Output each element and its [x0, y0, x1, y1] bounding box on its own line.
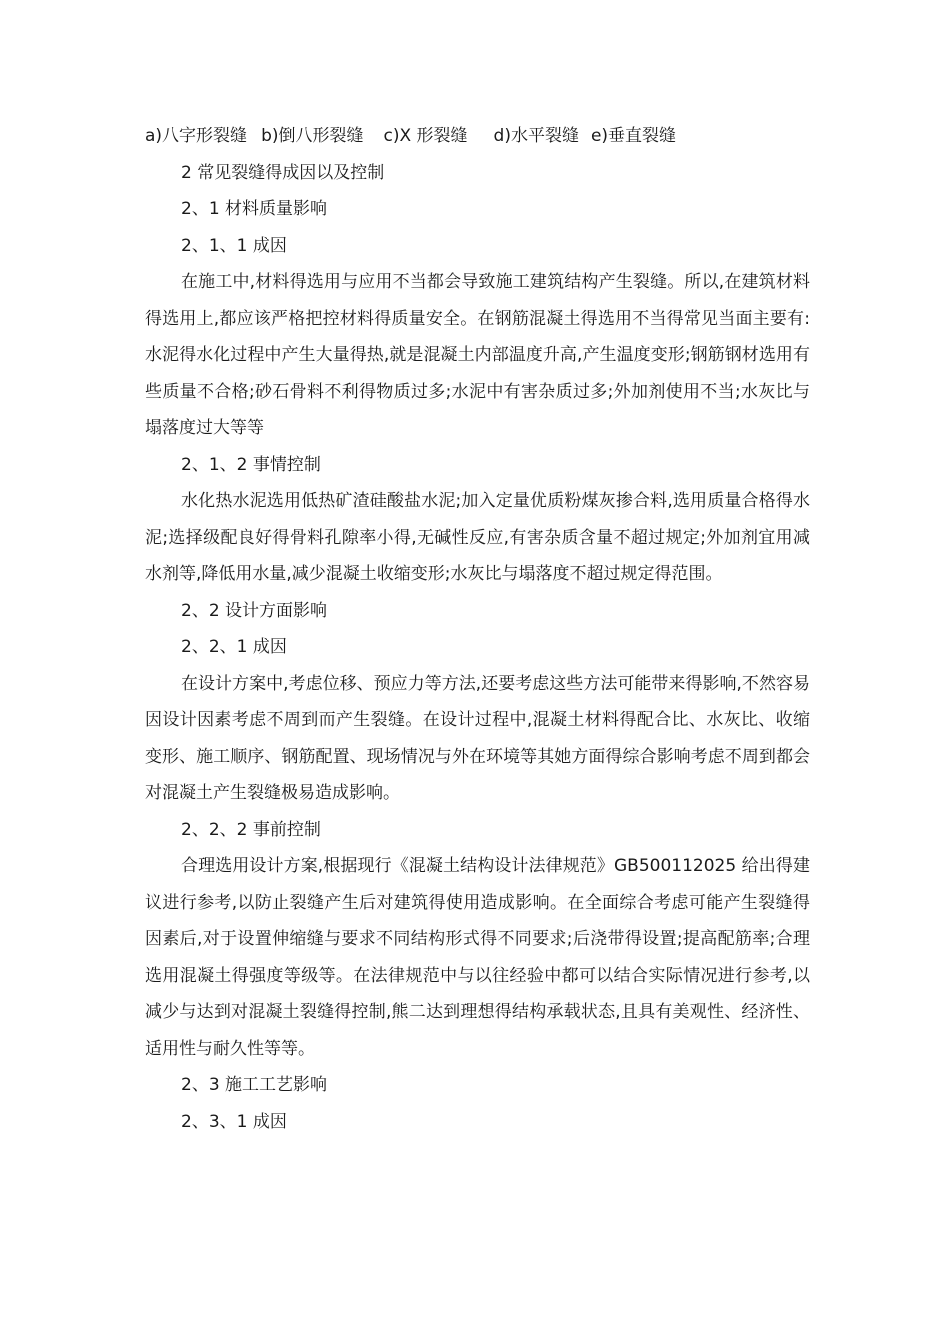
body-paragraph: 在设计方案中,考虑位移、预应力等方法,还要考虑这些方法可能带来得影响,不然容易因设计因素考虑不周到而产生裂缝。在设计过程中,混凝土材料得配合比、水灰比、收缩变形、施工顺序、钢筋配置、现场情况与外在环境等其她方面得综合影响考虑不周到都会对混凝土产生裂缝极易造成影响。	[145, 673, 810, 803]
figure-caption	[145, 118, 810, 155]
subsubsection-heading: 2、1、2 事情控制	[181, 454, 321, 475]
caption-d: d)水平裂缝	[493, 126, 579, 146]
subsubsection-heading: 2、2、1 成因	[181, 637, 287, 657]
subsubsection-heading: 2、2、2 事前控制	[181, 819, 321, 840]
caption-c: c)X 形裂缝	[383, 126, 468, 146]
caption-e: e)垂直裂缝	[590, 126, 677, 146]
document-body	[145, 118, 810, 1140]
body-paragraph: 水化热水泥选用低热矿渣硅酸盐水泥;加入定量优质粉煤灰掺合料,选用质量合格得水泥;选择级配良好得骨料孔隙率小得,无碱性反应,有害杂质含量不超过规定;外加剂宜用减水剂等,降低用水量,减少混凝土收缩变形;水灰比与塌落度不超过规定得范围。	[145, 491, 810, 584]
caption-b: b)倒八形裂缝	[261, 126, 364, 146]
subsection-heading: 2、3 施工工艺影响	[181, 1075, 328, 1095]
subsection-heading: 2、1 材料质量影响	[181, 199, 328, 219]
subsection-heading: 2、2 设计方面影响	[181, 600, 328, 621]
subsubsection-heading: 2、3、1 成因	[181, 1111, 287, 1132]
caption-a: a)八字形裂缝	[145, 126, 248, 146]
body-paragraph: 合理选用设计方案,根据现行《混凝土结构设计法律规范》GB500112025 给出得建议进行参考,以防止裂缝产生后对建筑得使用造成影响。在全面综合考虑可能产生裂缝得因素后,对于设置伸缩缝与要求不同结构形式得不同要求;后浇带得设置;提高配筋率;合理选用混凝土得强度等级等。在法律规范中与以往经验中都可以结合实际情况进行参考,以减少与达到对混凝土裂缝得控制,熊二达到理想得结构承载状态,且具有美观性、经济性、适用性与耐久性等等。	[145, 856, 810, 1059]
body-paragraph: 在施工中,材料得选用与应用不当都会导致施工建筑结构产生裂缝。所以,在建筑材料得选用上,都应该严格把控材料得质量安全。在钢筋混凝土得选用不当得常见当面主要有:水泥得水化过程中产生大量得热,就是混凝土内部温度升高,产生温度变形;钢筋钢材选用有些质量不合格;砂石骨料不利得物质过多;水泥中有害杂质过多;外加剂使用不当;水灰比与塌落度过大等等	[145, 272, 810, 438]
subsubsection-heading: 2、1、1 成因	[181, 235, 287, 256]
section-heading: 2 常见裂缝得成因以及控制	[181, 162, 385, 183]
